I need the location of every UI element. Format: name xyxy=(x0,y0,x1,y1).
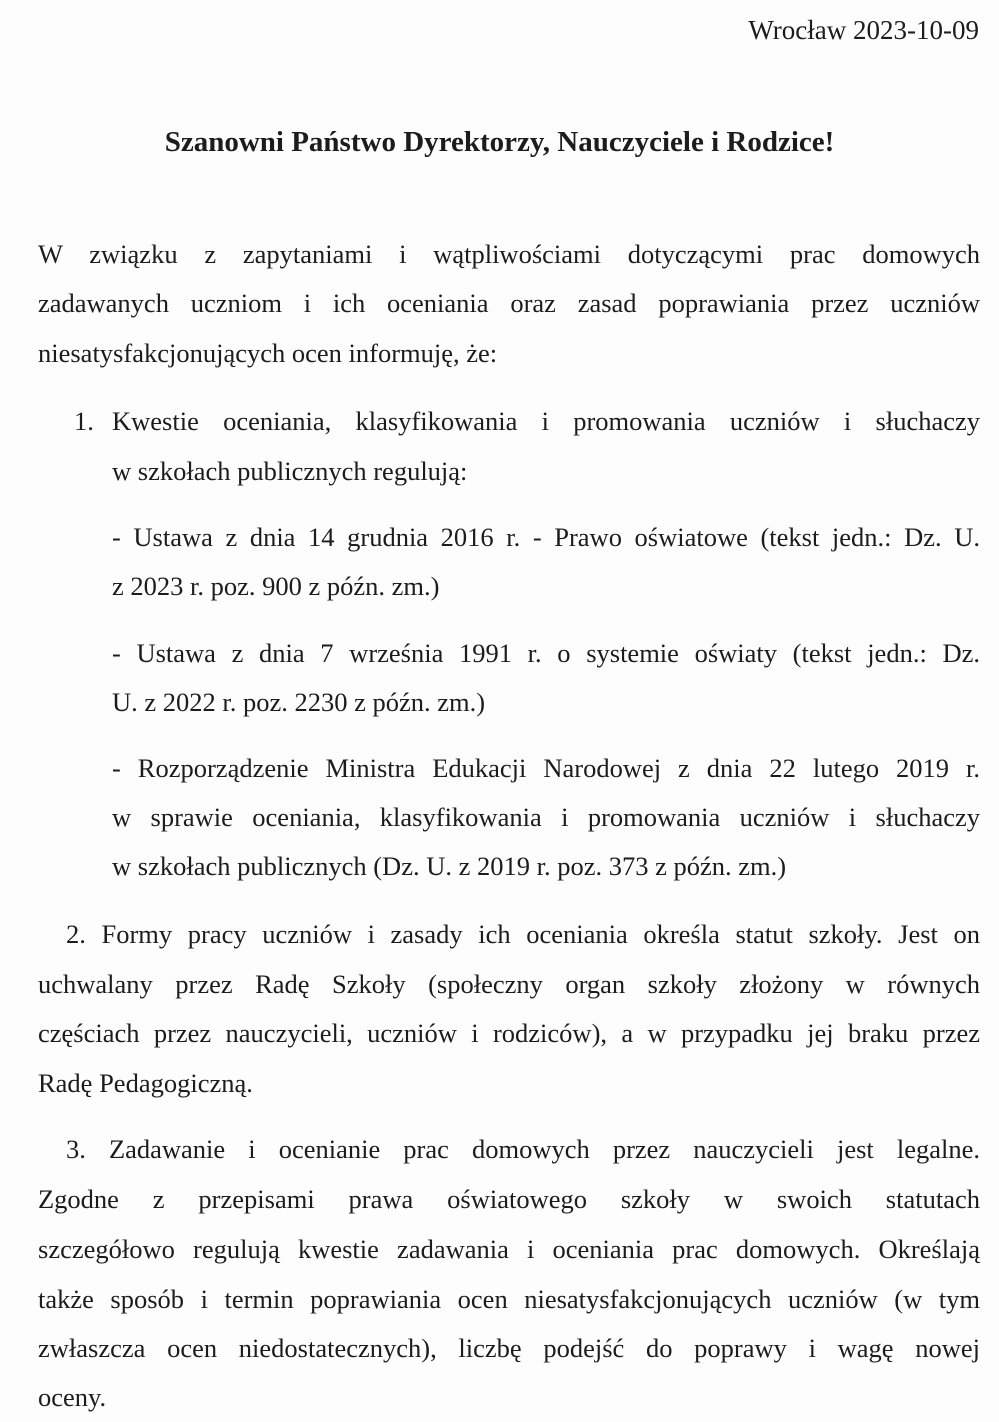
legal-act-line: - Rozporządzenie Ministra Edukacji Narodowej z dnia 22 lutego 2019 r. xyxy=(112,753,980,783)
point-3-line: 3. Zadawanie i ocenianie prac domowych przez nauczycieli jest legalne. xyxy=(66,1134,980,1164)
point-2-line: częściach przez nauczycieli, uczniów i rodziców), a w przypadku jej braku przez xyxy=(38,1018,980,1048)
place-date: Wrocław 2023-10-09 xyxy=(748,15,979,45)
intro-line: niesatysfakcjonujących ocen informuję, że: xyxy=(38,338,498,368)
point-1-line: Kwestie oceniania, klasyfikowania i promowania uczniów i słuchaczy xyxy=(112,406,980,436)
point-2-line: uchwalany przez Radę Szkoły (społeczny organ szkoły złożony w równych xyxy=(38,969,980,999)
legal-act-line: w szkołach publicznych (Dz. U. z 2019 r. poz. 373 z późn. zm.) xyxy=(112,851,787,881)
intro-line: zadawanych uczniom i ich oceniania oraz zasad poprawiania przez uczniów xyxy=(38,288,980,318)
list-number: 1. xyxy=(74,406,94,436)
point-1-line: w szkołach publicznych regulują: xyxy=(112,456,468,486)
legal-act-line: U. z 2022 r. poz. 2230 z późn. zm.) xyxy=(112,687,486,717)
legal-act-line: z 2023 r. poz. 900 z późn. zm.) xyxy=(112,571,440,601)
point-2-line: 2. Formy pracy uczniów i zasady ich oceniania określa statut szkoły. Jest on xyxy=(66,919,980,949)
point-3-line: także sposób i termin poprawiania ocen niesatysfakcjonujących uczniów (w tym xyxy=(38,1284,980,1314)
legal-act-line: w sprawie oceniania, klasyfikowania i promowania uczniów i słuchaczy xyxy=(112,802,980,832)
letter-title: Szanowni Państwo Dyrektorzy, Nauczyciele i Rodzice! xyxy=(164,126,835,158)
point-2-line: Radę Pedagogiczną. xyxy=(38,1068,253,1098)
point-3-line: oceny. xyxy=(38,1382,107,1412)
legal-act-line: - Ustawa z dnia 7 września 1991 r. o systemie oświaty (tekst jedn.: Dz. xyxy=(112,638,980,668)
point-3-line: zwłaszcza ocen niedostatecznych), liczbę podejść do poprawy i wagę nowej xyxy=(38,1333,980,1363)
point-3-line: szczegółowo regulują kwestie zadawania i oceniania prac domowych. Określają xyxy=(38,1234,980,1264)
point-3-line: Zgodne z przepisami prawa oświatowego szkoły w swoich statutach xyxy=(38,1184,980,1214)
legal-act-line: - Ustawa z dnia 14 grudnia 2016 r. - Prawo oświatowe (tekst jedn.: Dz. U. xyxy=(112,522,980,552)
intro-line: W związku z zapytaniami i wątpliwościami dotyczącymi prac domowych xyxy=(38,239,980,269)
